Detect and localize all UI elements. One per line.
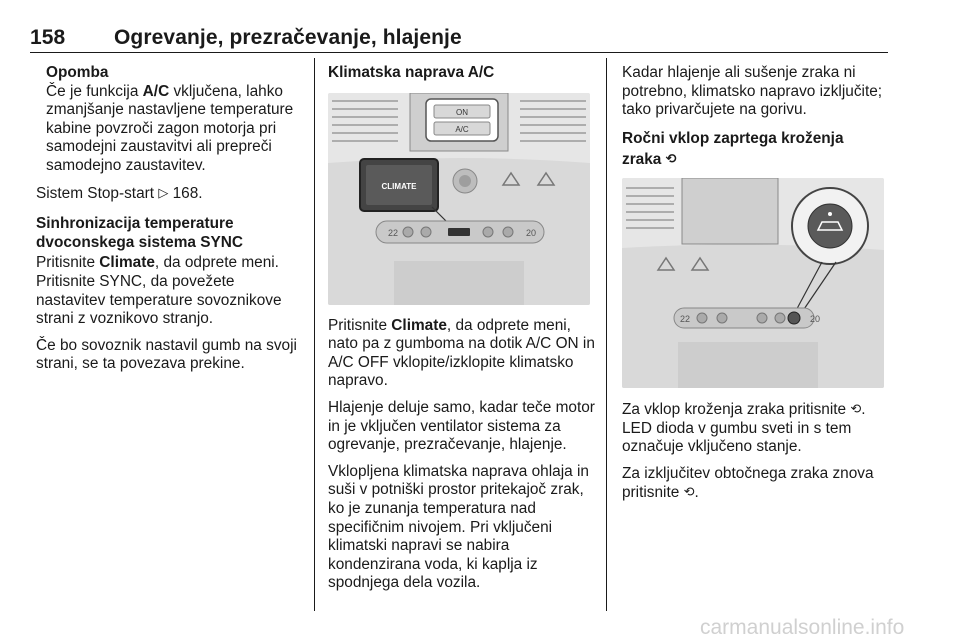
recirculation-illustration [622,178,884,388]
column-2 [328,64,598,601]
ac-heading: Klimatska naprava A/C [328,64,495,81]
column-divider-1 [314,58,315,611]
ac-paragraph-3: Vklopljena klimatska naprava ohlaja in suši v potniški prostor pritekajoč zrak, ko je zunanja temperatura nad specifičnim nivojem. Pri vključeni klimatski napravi se nabira kondenzirana voda, ki kaplja iz spodnjega dela vozila. [328,462,589,592]
ac-paragraph-1: Pritisnite Climate, da odprete meni, nato pa z gumboma na dotik A/C ON in A/C OFF vklopite/izklopite klimatsko napravo. [328,316,595,390]
column-3 [622,64,888,511]
column-1 [36,64,306,382]
temp-left-label: 22 [388,227,399,238]
page-header [30,26,888,50]
column-divider-2 [606,58,607,611]
note-box [36,64,306,176]
ac-on-button-label: ON [456,107,468,117]
sync-heading: Sinhronizacija temperature dvoconskega sistema SYNC [36,215,243,251]
recirc-temp-left-label: 22 [680,313,691,324]
dashboard-illustration [328,93,590,305]
ac-button-label: A/C [455,124,469,134]
temp-right-label: 20 [526,227,537,238]
watermark: carmanualsonline.info [700,616,905,639]
ac-control-figure [328,93,590,305]
fuel-saving-paragraph: Kadar hlajenje ali sušenje zraka ni potrebno, klimatsko napravo izključite; tako privarčujete na gorivu. [622,64,883,119]
sync-paragraph-1: Pritisnite Climate, da odprete meni. Pritisnite SYNC, da povežete nastavitev temperature sovoznikove strani z voznikovo stranjo. [36,254,282,328]
recirc-heading-line-1: Ročni vklop zaprtega kroženja [622,129,844,147]
recirc-paragraph-2: Za izključitev obtočnega zraka znova pritisnite ⟲. [622,464,874,502]
recirculation-icon-inline-2: ⟲ [683,484,695,500]
recirc-paragraph-1: Za vklop kroženja zraka pritisnite ⟲. LED dioda v gumbu sveti in s tem označuje vključeno stanje. [622,400,866,456]
note-text: Če je funkcija A/C vključena, lahko zmanjšanje nastavljene temperature kabine povzroči zagon motorja pri samodejni zaustavitvi ali prepreči samodejno zaustavitev. [46,82,294,174]
note-title: Opomba [46,64,109,81]
climate-button-label: CLIMATE [381,181,417,191]
header-divider [30,52,888,53]
page-reference-icon: ▷ [158,184,169,200]
sync-paragraph-2: Če bo sovoznik nastavil gumb na svoji strani, se ta povezava prekine. [36,336,297,373]
stopstart-reference: Sistem Stop-start ▷ 168. [36,184,203,202]
page-title: Ogrevanje, prezračevanje, hlajenje [114,26,462,49]
recirculation-figure [622,178,884,388]
recirculation-icon: ⟲ [665,151,677,167]
recirc-heading-line-2: zraka ⟲ [622,151,677,169]
recirc-temp-right-label: 20 [810,313,821,324]
ac-inline-label: A/C [142,82,170,100]
page-number: 158 [30,26,66,49]
ac-paragraph-2: Hlajenje deluje samo, kadar teče motor in je vključen ventilator sistema za ogrevanje, prezračevanje, hlajenje. [328,398,595,454]
recirculation-icon-inline: ⟲ [850,400,862,416]
